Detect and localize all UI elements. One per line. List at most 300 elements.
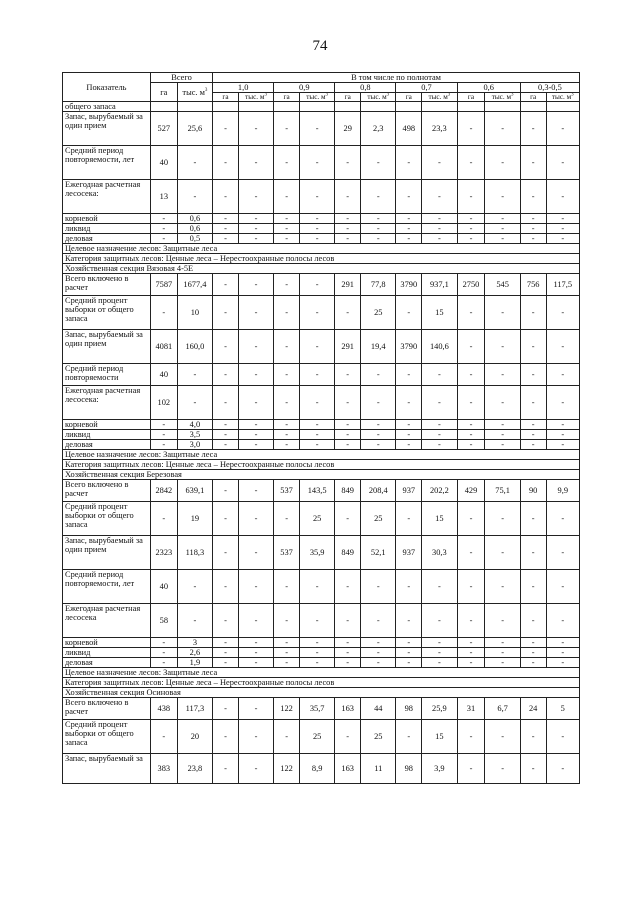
table-cell: -	[396, 224, 422, 234]
table-cell: -	[457, 386, 485, 420]
table-cell: -	[546, 502, 579, 536]
section-row	[63, 450, 580, 460]
table-cell: -	[274, 330, 300, 364]
table-cell: -	[396, 430, 422, 440]
table-cell: 7587	[150, 274, 177, 296]
table-cell: -	[520, 754, 546, 784]
table-cell: -	[546, 296, 579, 330]
table-cell: -	[213, 234, 239, 244]
table-cell: -	[238, 648, 273, 658]
table-cell: 52,1	[361, 536, 396, 570]
table-cell: -	[457, 754, 485, 784]
table-cell: -	[213, 658, 239, 668]
table-cell: -	[361, 430, 396, 440]
indicator-label: деловая	[63, 658, 151, 668]
table-cell: -	[335, 648, 361, 658]
table-cell: 23,3	[422, 112, 457, 146]
table-cell: -	[299, 180, 334, 214]
table-cell: 3,5	[177, 430, 212, 440]
unit-m3-header: тыс. $м^3$	[546, 93, 579, 102]
table-body	[63, 102, 580, 784]
table-cell: -	[335, 296, 361, 330]
table-cell: -	[546, 364, 579, 386]
table-cell: 25,9	[422, 698, 457, 720]
table-cell: -	[457, 234, 485, 244]
unit-ha-header: га	[457, 93, 485, 102]
table-cell: -	[213, 638, 239, 648]
table-row	[63, 296, 580, 330]
section-label: Категория защитных лесов: Ценные леса – Нерестоохранные полосы лесов	[63, 678, 580, 688]
table-cell: -	[150, 214, 177, 224]
section-row	[63, 244, 580, 254]
table-cell: -	[457, 536, 485, 570]
table-cell: 140,6	[422, 330, 457, 364]
table-cell: -	[150, 234, 177, 244]
table-row	[63, 698, 580, 720]
table-cell: -	[274, 364, 300, 386]
table-cell: 20	[177, 720, 212, 754]
table-cell: -	[274, 604, 300, 638]
table-cell: -	[422, 440, 457, 450]
table-cell: -	[485, 386, 520, 420]
table-cell: -	[422, 146, 457, 180]
table-cell: -	[422, 224, 457, 234]
table-cell: -	[274, 234, 300, 244]
table-cell: 545	[485, 274, 520, 296]
table-cell: 291	[335, 274, 361, 296]
indicator-label: Запас, вырубаемый за	[63, 754, 151, 784]
table-cell: 291	[335, 330, 361, 364]
table-cell: -	[396, 386, 422, 420]
table-cell: -	[335, 420, 361, 430]
table-cell: -	[150, 658, 177, 668]
table-cell: -	[150, 430, 177, 440]
table-cell: -	[361, 214, 396, 224]
section-label: Целевое назначение лесов: Защитные леса	[63, 244, 580, 254]
table-cell: -	[520, 658, 546, 668]
unit-m3-header: тыс. $м^3$	[485, 93, 520, 102]
table-row	[63, 180, 580, 214]
table-cell: 117,5	[546, 274, 579, 296]
table-cell: -	[274, 214, 300, 224]
table-cell: -	[213, 720, 239, 754]
table-cell: -	[177, 570, 212, 604]
table-cell: 15	[422, 296, 457, 330]
table-cell: -	[274, 296, 300, 330]
table-cell: -	[422, 430, 457, 440]
table-cell: -	[546, 330, 579, 364]
indicator-label: деловая	[63, 440, 151, 450]
total-ha-header: га	[150, 83, 177, 102]
table-cell: -	[335, 720, 361, 754]
table-cell: -	[150, 648, 177, 658]
table-cell: -	[396, 604, 422, 638]
table-cell: -	[457, 648, 485, 658]
table-cell: -	[546, 604, 579, 638]
table-cell: 98	[396, 698, 422, 720]
table-cell: 5	[546, 698, 579, 720]
table-cell: -	[422, 214, 457, 224]
table-cell: -	[520, 112, 546, 146]
table-cell: -	[238, 330, 273, 364]
table-cell: -	[485, 214, 520, 224]
table-cell: -	[546, 214, 579, 224]
table-cell: -	[546, 440, 579, 450]
unit-ha-header: га	[396, 93, 422, 102]
table-cell: -	[335, 146, 361, 180]
table-cell: 40	[150, 364, 177, 386]
table-row	[63, 420, 580, 430]
density-header: 0,9	[274, 83, 335, 93]
table-cell: -	[520, 604, 546, 638]
table-cell: -	[520, 180, 546, 214]
table-row	[63, 330, 580, 364]
table-cell: -	[335, 180, 361, 214]
section-row	[63, 460, 580, 470]
table-cell: -	[422, 658, 457, 668]
table-cell: -	[213, 440, 239, 450]
table-cell: 1,9	[177, 658, 212, 668]
table-cell: -	[238, 502, 273, 536]
density-header: 0,3-0,5	[520, 83, 579, 93]
table-cell: 35,9	[299, 536, 334, 570]
table-cell: -	[299, 658, 334, 668]
table-cell: -	[274, 648, 300, 658]
section-label: Категория защитных лесов: Ценные леса – Нерестоохранные полосы лесов	[63, 460, 580, 470]
table-cell: -	[457, 364, 485, 386]
indicator-label: Ежегодная расчетная лесосека	[63, 604, 151, 638]
table-cell: -	[457, 720, 485, 754]
table-cell: 429	[457, 480, 485, 502]
table-cell: -	[546, 224, 579, 234]
table-cell: 202,2	[422, 480, 457, 502]
table-cell: -	[274, 146, 300, 180]
table-cell: -	[213, 604, 239, 638]
table-cell: -	[485, 146, 520, 180]
table-cell: -	[238, 754, 273, 784]
table-cell: -	[213, 420, 239, 430]
table-cell: -	[485, 224, 520, 234]
table-cell: -	[422, 234, 457, 244]
table-cell: -	[485, 112, 520, 146]
table-cell: 122	[274, 754, 300, 784]
table-cell: 10	[177, 296, 212, 330]
unit-ha-header: га	[274, 93, 300, 102]
table-cell: -	[238, 386, 273, 420]
table-cell: -	[213, 224, 239, 234]
table-cell	[274, 102, 300, 112]
table-row	[63, 604, 580, 638]
table-cell: -	[274, 386, 300, 420]
forest-stats-table	[62, 72, 580, 784]
table-row	[63, 364, 580, 386]
table-cell: 639,1	[177, 480, 212, 502]
table-cell: 98	[396, 754, 422, 784]
table-cell: 937	[396, 536, 422, 570]
table-cell: -	[299, 604, 334, 638]
indicator-label: Средний процент выборки от общего запаса	[63, 502, 151, 536]
table-cell: -	[520, 536, 546, 570]
table-cell: -	[520, 570, 546, 604]
table-cell: 102	[150, 386, 177, 420]
table-cell: -	[546, 658, 579, 668]
table-row	[63, 754, 580, 784]
table-cell: -	[485, 648, 520, 658]
table-cell: -	[457, 440, 485, 450]
indicator-label: корневой	[63, 638, 151, 648]
table-cell: -	[396, 420, 422, 430]
table-cell	[546, 102, 579, 112]
section-row	[63, 668, 580, 678]
table-cell: -	[546, 570, 579, 604]
table-row	[63, 536, 580, 570]
total-m3-header: тыс. $м^3$	[177, 83, 212, 102]
table-cell	[361, 102, 396, 112]
table-cell: -	[457, 180, 485, 214]
table-cell	[422, 102, 457, 112]
table-row	[63, 648, 580, 658]
table-cell: 383	[150, 754, 177, 784]
table-cell: 2842	[150, 480, 177, 502]
indicator-label: корневой	[63, 420, 151, 430]
table-cell: 23,8	[177, 754, 212, 784]
table-cell: -	[238, 638, 273, 648]
table-cell: -	[396, 638, 422, 648]
table-cell: -	[299, 386, 334, 420]
table-cell: -	[457, 430, 485, 440]
table-cell: -	[274, 440, 300, 450]
table-cell: -	[213, 180, 239, 214]
table-cell: 25	[361, 296, 396, 330]
section-label: Хозяйственная секция Березовая	[63, 470, 580, 480]
table-cell: -	[457, 420, 485, 430]
table-cell: 0,6	[177, 214, 212, 224]
table-cell: -	[150, 224, 177, 234]
table-cell: 25	[299, 502, 334, 536]
table-cell: -	[520, 502, 546, 536]
table-cell: -	[396, 296, 422, 330]
table-cell: -	[274, 638, 300, 648]
table-cell: -	[213, 386, 239, 420]
table-cell: -	[177, 180, 212, 214]
table-cell: 77,8	[361, 274, 396, 296]
table-row	[63, 146, 580, 180]
table-cell: -	[396, 502, 422, 536]
table-cell: -	[238, 274, 273, 296]
table-cell: 13	[150, 180, 177, 214]
table-cell: -	[457, 214, 485, 224]
table-cell: -	[299, 224, 334, 234]
table-cell: -	[361, 146, 396, 180]
unit-m3-header: тыс. $м^3$	[299, 93, 334, 102]
table-cell: 58	[150, 604, 177, 638]
table-cell: -	[520, 296, 546, 330]
table-cell: -	[546, 720, 579, 754]
table-cell	[520, 102, 546, 112]
table-cell: 438	[150, 698, 177, 720]
table-cell: 0,5	[177, 234, 212, 244]
table-cell: -	[238, 430, 273, 440]
table-cell: 9,9	[546, 480, 579, 502]
table-cell: -	[238, 480, 273, 502]
table-cell: -	[335, 214, 361, 224]
table-cell: -	[361, 386, 396, 420]
table-cell: -	[299, 274, 334, 296]
table-cell: 937	[396, 480, 422, 502]
table-cell: 2,3	[361, 112, 396, 146]
unit-m3-header: тыс. $м^3$	[361, 93, 396, 102]
table-row	[63, 234, 580, 244]
table-cell: 25	[361, 502, 396, 536]
table-cell: 75,1	[485, 480, 520, 502]
table-cell: 122	[274, 698, 300, 720]
indicator-label: Средний период повторяемости, лет	[63, 146, 151, 180]
table-cell: 937,1	[422, 274, 457, 296]
table-cell: -	[213, 754, 239, 784]
table-cell: -	[546, 754, 579, 784]
table-cell: 118,3	[177, 536, 212, 570]
table-cell: -	[361, 638, 396, 648]
table-cell: -	[238, 146, 273, 180]
table-cell: -	[546, 386, 579, 420]
table-cell: -	[213, 536, 239, 570]
table-cell: 19,4	[361, 330, 396, 364]
table-cell: 40	[150, 570, 177, 604]
section-label: Хозяйственная секция Осиновая	[63, 688, 580, 698]
indicator-label: Средний процент выборки от общего запаса	[63, 296, 151, 330]
table-row	[63, 658, 580, 668]
indicator-label: ликвид	[63, 430, 151, 440]
table-cell: -	[213, 112, 239, 146]
table-cell: -	[213, 480, 239, 502]
table-cell: -	[238, 234, 273, 244]
table-cell: 2,6	[177, 648, 212, 658]
table-cell: -	[177, 364, 212, 386]
table-cell: 160,0	[177, 330, 212, 364]
table-row	[63, 502, 580, 536]
table-cell: -	[213, 698, 239, 720]
table-cell: -	[274, 720, 300, 754]
table-cell: -	[485, 638, 520, 648]
table-cell: -	[485, 536, 520, 570]
table-cell: -	[546, 638, 579, 648]
indicator-label: Всего включено в расчет	[63, 274, 151, 296]
table-cell: 117,3	[177, 698, 212, 720]
table-cell: 756	[520, 274, 546, 296]
table-cell: 208,4	[361, 480, 396, 502]
table-cell: -	[485, 754, 520, 784]
table-cell: 11	[361, 754, 396, 784]
table-cell	[177, 102, 212, 112]
table-cell: -	[213, 146, 239, 180]
table-cell: -	[177, 386, 212, 420]
table-cell: -	[150, 502, 177, 536]
indicator-label: Средний процент выборки от общего запаса	[63, 720, 151, 754]
table-cell: -	[274, 274, 300, 296]
table-cell: 29	[335, 112, 361, 146]
indicator-label: Всего включено в расчет	[63, 480, 151, 502]
indicator-label: общего запаса	[63, 102, 151, 112]
table-cell: -	[520, 648, 546, 658]
table-cell: -	[274, 180, 300, 214]
table-cell: 1677,4	[177, 274, 212, 296]
table-cell: -	[422, 648, 457, 658]
table-cell: -	[238, 720, 273, 754]
table-cell: -	[177, 604, 212, 638]
table-cell: -	[238, 296, 273, 330]
table-cell: -	[335, 502, 361, 536]
table-cell: -	[396, 364, 422, 386]
table-cell: -	[299, 112, 334, 146]
table-cell: -	[335, 224, 361, 234]
section-row	[63, 264, 580, 274]
table-cell: -	[457, 330, 485, 364]
table-cell: -	[485, 658, 520, 668]
table-cell: -	[238, 604, 273, 638]
table-cell: -	[274, 430, 300, 440]
table-cell: -	[457, 146, 485, 180]
table-cell: -	[422, 420, 457, 430]
table-cell: -	[177, 146, 212, 180]
table-cell: 31	[457, 698, 485, 720]
table-cell: -	[546, 536, 579, 570]
table-cell: 143,5	[299, 480, 334, 502]
table-cell: -	[485, 430, 520, 440]
table-cell: -	[546, 146, 579, 180]
table-cell: 4081	[150, 330, 177, 364]
indicator-label: ликвид	[63, 224, 151, 234]
table-cell: 3,9	[422, 754, 457, 784]
table-cell: -	[485, 502, 520, 536]
table-cell: -	[238, 112, 273, 146]
table-cell: -	[485, 330, 520, 364]
table-cell: -	[457, 296, 485, 330]
table-cell: -	[520, 720, 546, 754]
table-cell: -	[213, 570, 239, 604]
table-cell: -	[238, 698, 273, 720]
table-cell: -	[396, 440, 422, 450]
table-cell	[335, 102, 361, 112]
indicator-label: деловая	[63, 234, 151, 244]
table-cell: -	[520, 364, 546, 386]
table-cell: 3	[177, 638, 212, 648]
table-cell: -	[485, 604, 520, 638]
table-row	[63, 720, 580, 754]
table-cell	[457, 102, 485, 112]
table-cell: -	[422, 364, 457, 386]
table-cell: -	[361, 364, 396, 386]
indicator-label: Запас, вырубаемый за один прием	[63, 536, 151, 570]
table-row	[63, 386, 580, 420]
table-cell: 40	[150, 146, 177, 180]
table-cell: -	[213, 502, 239, 536]
table-cell: 498	[396, 112, 422, 146]
table-cell	[299, 102, 334, 112]
table-cell: -	[485, 364, 520, 386]
table-cell: -	[457, 502, 485, 536]
table-cell: -	[361, 440, 396, 450]
table-cell: -	[274, 570, 300, 604]
table-cell: -	[213, 430, 239, 440]
table-row	[63, 480, 580, 502]
table-cell: 537	[274, 480, 300, 502]
table-cell: -	[361, 224, 396, 234]
table-cell: 3,0	[177, 440, 212, 450]
table-cell: -	[457, 604, 485, 638]
table-cell: 3790	[396, 274, 422, 296]
table-cell: -	[299, 430, 334, 440]
table-cell: -	[274, 112, 300, 146]
